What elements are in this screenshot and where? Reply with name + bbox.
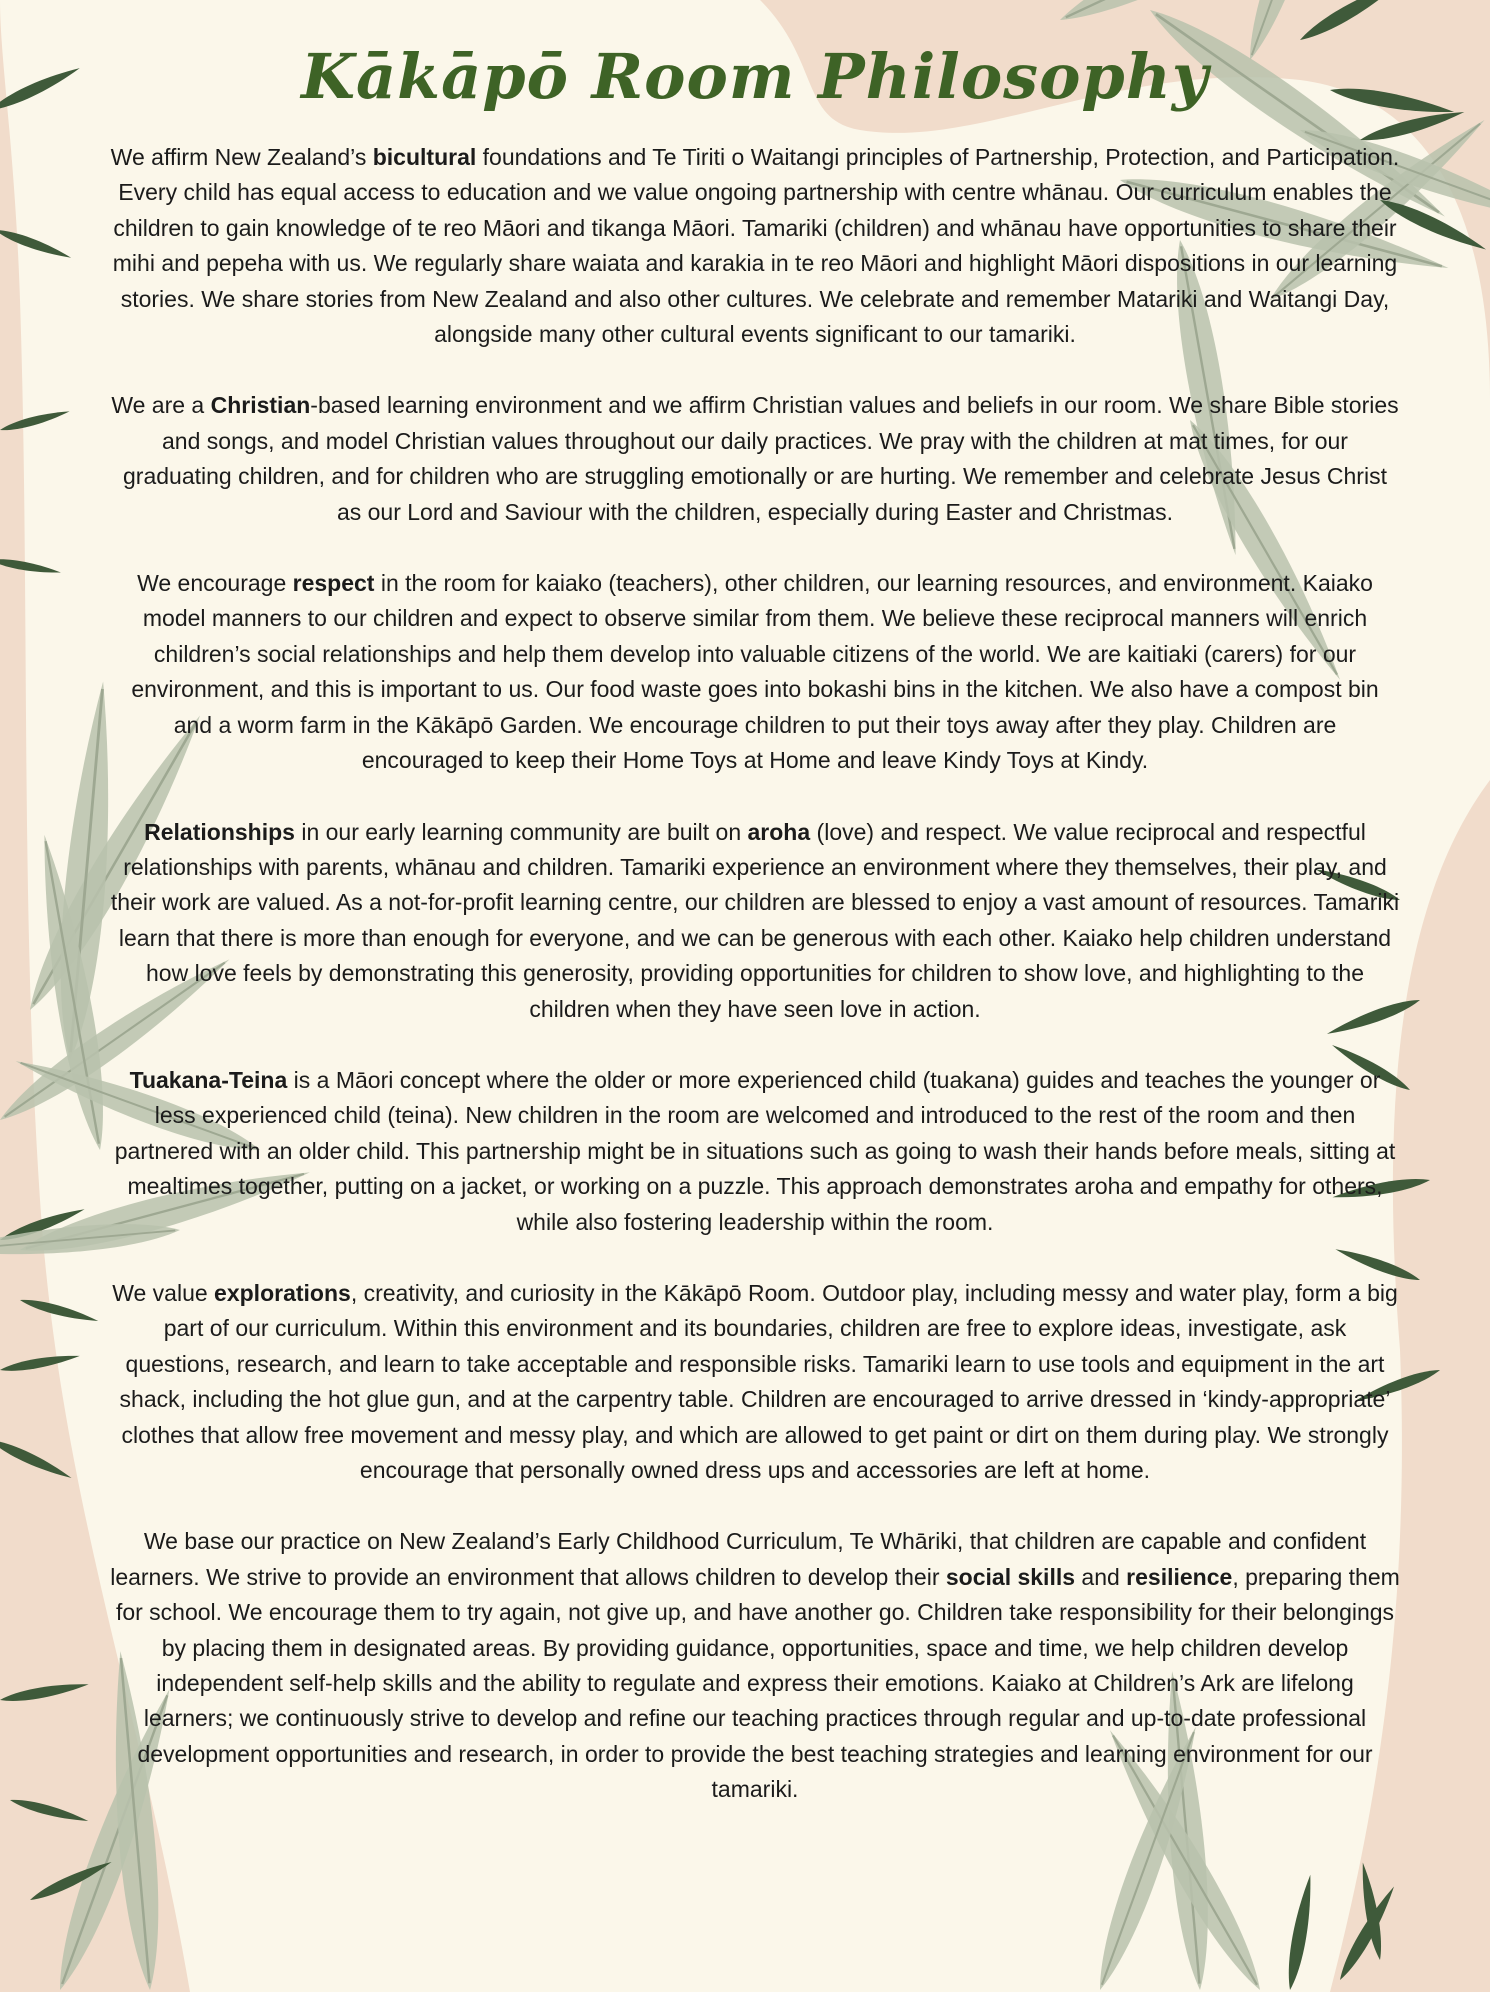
text-run: , preparing them for school. We encourage them to try again, not give up, and have another go. Children take responsibility for their belongings by placing them in designated areas. By providing guidance, opportunities, space and time, we help children develop independent self-help skills and the ability to regulate and express their emotions. Kaiako at Children’s Ark are lifelong learners; we continuously strive to develop and refine our teaching practices through regular and up-to-date professional development opportunities and research, in order to provide the best teaching strategies and learning environment for our tamariki. xyxy=(115,1563,1400,1803)
bold-keyword: Christian xyxy=(210,392,311,419)
text-run: -based learning environment and we affirm Christian values and beliefs in our room. We share Bible stories and songs, and model Christian values throughout our daily practices. We pray with the children at mat times, for our graduating children, and for children who are struggling emotionally or are hurting. We remember and celebrate Jesus Christ as our Lord and Saviour with the children, especially during Easter and Christmas. xyxy=(123,392,1399,525)
text-run: We base our practice on New Zealand’s Early Childhood Curriculum, Te Whāriki, that children are capable and confident learners. We strive to provide an environment that allows children to develop their xyxy=(110,1528,1367,1590)
page-title: Kākāpō Room Philosophy xyxy=(301,40,1209,113)
bold-keyword: Relationships xyxy=(144,818,295,845)
bold-keyword: social skills xyxy=(945,1563,1076,1590)
bold-keyword: respect xyxy=(292,570,375,597)
paragraph-christian xyxy=(110,388,1400,530)
bold-keyword: aroha xyxy=(747,818,811,845)
text-run: in our early learning community are built on xyxy=(294,818,748,845)
text-run: We value xyxy=(112,1279,215,1306)
text-run: We encourage xyxy=(137,570,293,597)
paragraph-respect xyxy=(110,566,1400,778)
text-run: and xyxy=(1075,1563,1127,1590)
paragraph-bicultural xyxy=(110,140,1400,352)
bold-keyword: explorations xyxy=(214,1279,351,1306)
text-run: is a Māori concept where the older or more experienced child (tuakana) guides and teaches the younger or less experienced child (teina). New children in the room are welcomed and introduced to the rest of the room and then partnered with an older child. This partnership might be in situations such as going to wash their hands before meals, sitting at mealtimes together, putting on a jacket, or working on a puzzle. This approach demonstrates aroha and empathy for others, while also fostering leadership within the room. xyxy=(114,1066,1396,1235)
paragraph-relationships xyxy=(110,815,1400,1027)
text-run: We are a xyxy=(111,392,211,419)
philosophy-document xyxy=(110,0,1400,1992)
paragraph-tuakana-teina xyxy=(110,1063,1400,1240)
paragraph-te-whariki xyxy=(110,1524,1400,1807)
bold-keyword: bicultural xyxy=(372,144,477,170)
text-run: in the room for kaiako (teachers), other children, our learning resources, and environment. Kaiako model manners to our children and expect to observe similar from them. We believe these reciprocal manners will enrich children’s social relationships and help them develop into valuable citizens of the world. We are kaitiaki (carers) for our environment, and this is important to us. Our food waste goes into bokashi bins in the kitchen. We also have a compost bin and a worm farm in the Kākāpō Garden. We encourage children to put their toys away after they play. Children are encouraged to keep their Home Toys at Home and leave Kindy Toys at Kindy. xyxy=(131,570,1379,774)
bold-keyword: Tuakana-Teina xyxy=(129,1066,288,1093)
text-run: , creativity, and curiosity in the Kākāpō Room. Outdoor play, including messy and water play, form a big part of our curriculum. Within this environment and its boundaries, children are free to explore ideas, investigate, ask questions, research, and learn to take acceptable and responsible risks. Tamariki learn to use tools and equipment in the art shack, including the hot glue gun, and at the carpentry table. Children are encouraged to arrive dressed in ‘kindy-appropriate’ clothes that allow free movement and messy play, and which are allowed to get paint or dirt on them during play. We strongly encourage that personally owned dress ups and accessories are left at home. xyxy=(119,1279,1398,1483)
paragraph-explorations xyxy=(110,1276,1400,1488)
text-run: We affirm New Zealand’s xyxy=(110,144,373,170)
text-run: (love) and respect. We value reciprocal and respectful relationships with parents, whānau and children. Tamariki experience an environment where they themselves, their play, and their work are valued. As a not-for-profit learning centre, our children are blessed to enjoy a vast amount of resources. Tamariki learn that there is more than enough for everyone, and we can be generous with each other. Kaiako help children understand how love feels by demonstrating this generosity, providing opportunities for children to show love, and highlighting to the children when they have seen love in action. xyxy=(110,818,1400,1022)
bold-keyword: resilience xyxy=(1126,1563,1233,1590)
text-run: foundations and Te Tiriti o Waitangi principles of Partnership, Protection, and Participation. Every child has equal access to education and we value ongoing partnership with centre whānau. Our curriculum enables the children to gain knowledge of te reo Māori and tikanga Māori. Tamariki (children) and whānau have opportunities to share their mihi and pepeha with us. We regularly share waiata and karakia in te reo Māori and highlight Māori dispositions in our learning stories. We share stories from New Zealand and also other cultures. We celebrate and remember Matariki and Waitangi Day, alongside many other cultural events significant to our tamariki. xyxy=(112,144,1400,348)
